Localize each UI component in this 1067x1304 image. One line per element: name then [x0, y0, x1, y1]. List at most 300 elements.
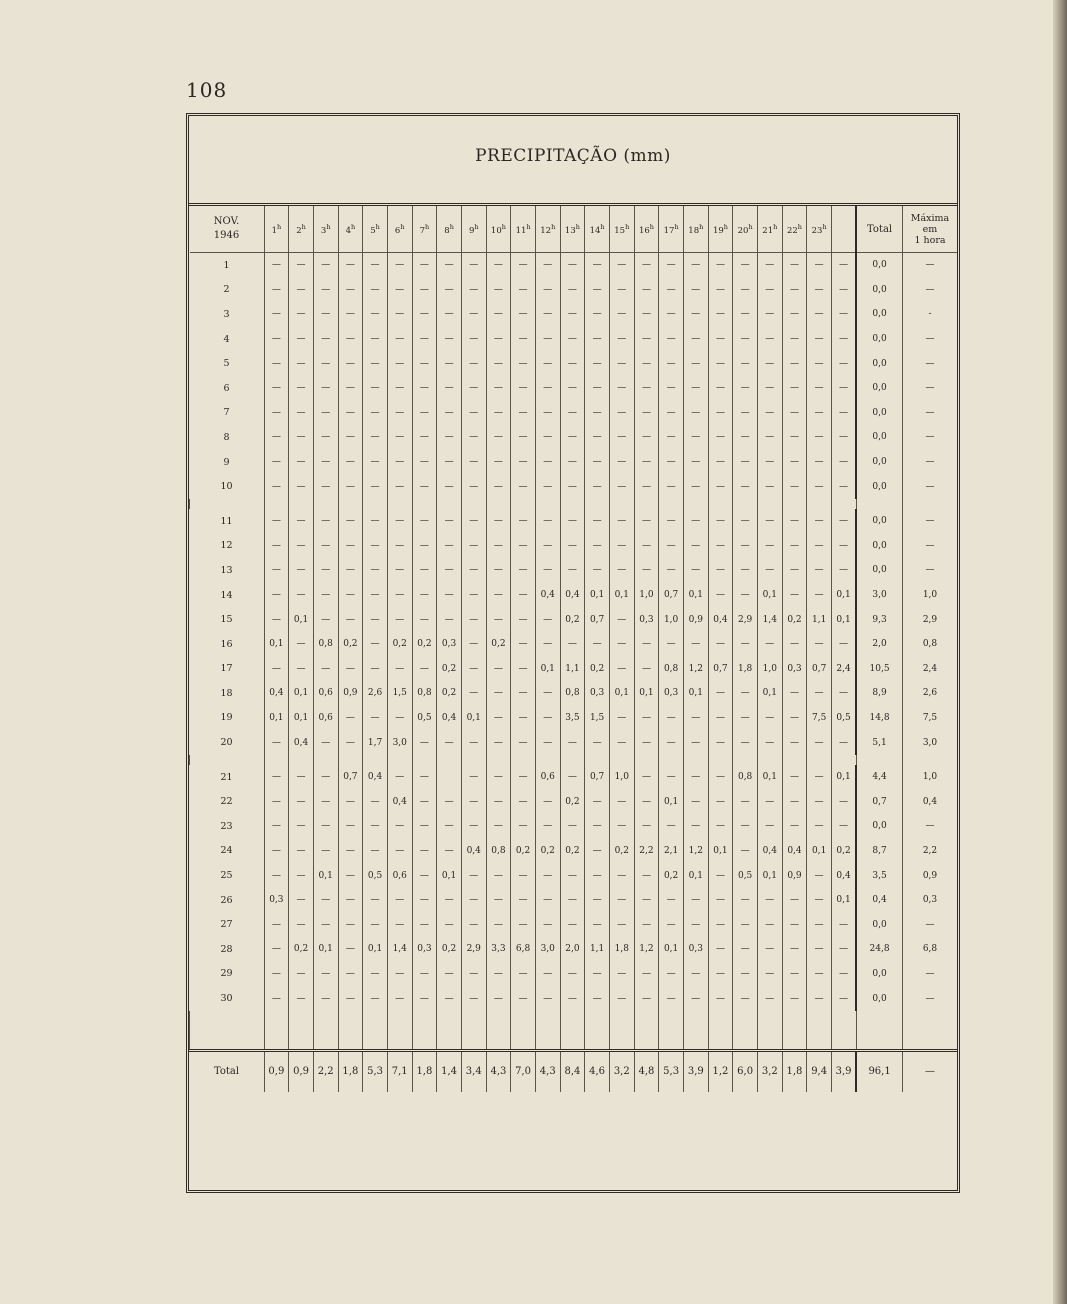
- hour-value: —: [486, 730, 511, 755]
- hour-value: 1,8: [733, 657, 758, 682]
- hour-value: —: [733, 425, 758, 450]
- table-row: [190, 302, 958, 327]
- hour-value: —: [511, 632, 536, 657]
- hour-value: —: [338, 583, 363, 608]
- hour-value: 1,1: [807, 607, 832, 632]
- hour-value: —: [782, 351, 807, 376]
- hour-value: —: [486, 583, 511, 608]
- hour-value: —: [757, 912, 782, 937]
- hour-header-suffix: h: [449, 222, 454, 231]
- hour-value: —: [634, 986, 659, 1011]
- hour-value: —: [831, 278, 856, 303]
- hour-value: —: [387, 814, 412, 839]
- hour-value: —: [511, 401, 536, 426]
- hour-value: —: [757, 632, 782, 657]
- day-number: 14: [220, 589, 233, 601]
- gap-cell: [289, 499, 314, 509]
- hour-value: —: [412, 558, 437, 583]
- hour-value: —: [782, 278, 807, 303]
- hour-total: 1,8: [782, 1050, 807, 1092]
- hour-value: —: [560, 765, 585, 790]
- hour-value: —: [387, 706, 412, 731]
- gap-cell: [437, 499, 462, 509]
- gap-cell: [535, 755, 560, 765]
- hour-value: —: [313, 425, 338, 450]
- hour-value: 1,7: [363, 730, 388, 755]
- day-number: 27: [220, 919, 233, 931]
- hour-value: —: [461, 863, 486, 888]
- hour-header-suffix: h: [375, 222, 380, 231]
- hour-value: 0,4: [831, 863, 856, 888]
- hour-value: —: [264, 401, 289, 426]
- hour-value: 1,8: [609, 937, 634, 962]
- hour-value: —: [683, 632, 708, 657]
- hour-value: 0,1: [264, 706, 289, 731]
- hour-value: —: [659, 351, 684, 376]
- hour-value: —: [363, 558, 388, 583]
- row-total: 0,0: [856, 474, 902, 499]
- hour-value: —: [363, 253, 388, 278]
- hour-value: —: [683, 814, 708, 839]
- hour-header: [757, 206, 782, 253]
- hour-value: 0,3: [634, 607, 659, 632]
- hour-header: [363, 206, 388, 253]
- hour-header: [708, 206, 733, 253]
- table-row: [190, 765, 958, 790]
- hour-value: —: [363, 534, 388, 559]
- hour-value: —: [659, 962, 684, 987]
- hour-value: —: [511, 351, 536, 376]
- hour-value: —: [535, 814, 560, 839]
- hour-value: —: [733, 937, 758, 962]
- hour-value: —: [289, 814, 314, 839]
- row-max: 0,8: [902, 632, 957, 657]
- hour-value: —: [807, 632, 832, 657]
- hour-value: —: [807, 509, 832, 534]
- hour-value: —: [264, 814, 289, 839]
- hour-value: —: [659, 730, 684, 755]
- hour-value: —: [757, 509, 782, 534]
- hour-value: —: [511, 509, 536, 534]
- hour-value: —: [387, 302, 412, 327]
- hour-value: —: [807, 962, 832, 987]
- hour-value: —: [437, 278, 462, 303]
- table-row: [190, 583, 958, 608]
- hour-value: —: [338, 657, 363, 682]
- hour-value: —: [387, 583, 412, 608]
- gap-cell: [831, 499, 856, 509]
- hour-value: —: [807, 814, 832, 839]
- hour-value: 0,7: [708, 657, 733, 682]
- row-total: 0,0: [856, 425, 902, 450]
- hour-value: —: [264, 730, 289, 755]
- hour-value: —: [313, 351, 338, 376]
- gap-cell: [807, 499, 832, 509]
- hour-value: —: [659, 425, 684, 450]
- hour-header-number: 2: [296, 225, 302, 236]
- hour-value: 0,2: [609, 839, 634, 864]
- gap-cell: [289, 755, 314, 765]
- row-total: 0,0: [856, 253, 902, 278]
- hour-value: —: [560, 962, 585, 987]
- row-total: 10,5: [856, 657, 902, 682]
- hour-value: —: [486, 509, 511, 534]
- spacer-cell: [757, 1011, 782, 1051]
- gap-cell: [313, 755, 338, 765]
- hour-value: 0,5: [831, 706, 856, 731]
- hour-header-suffix: h: [625, 222, 630, 231]
- hour-value: —: [461, 509, 486, 534]
- hour-value: —: [831, 986, 856, 1011]
- hour-value: —: [412, 657, 437, 682]
- precipitation-table: [189, 206, 957, 1092]
- hour-value: —: [609, 450, 634, 475]
- hour-value: —: [733, 962, 758, 987]
- spacer-cell: [831, 1011, 856, 1051]
- hour-value: —: [733, 474, 758, 499]
- hour-header-number: 7: [419, 225, 426, 236]
- hour-value: —: [264, 765, 289, 790]
- hour-value: —: [412, 401, 437, 426]
- hour-value: —: [387, 607, 412, 632]
- hour-header: [659, 206, 684, 253]
- hour-value: 7,5: [807, 706, 832, 731]
- hour-value: —: [486, 425, 511, 450]
- row-max: 2,9: [902, 607, 957, 632]
- hour-value: —: [313, 765, 338, 790]
- hour-value: —: [807, 583, 832, 608]
- hour-value: —: [461, 657, 486, 682]
- hour-value: —: [560, 401, 585, 426]
- hour-value: —: [264, 912, 289, 937]
- hour-value: —: [264, 839, 289, 864]
- hour-value: —: [289, 839, 314, 864]
- hour-value: —: [733, 583, 758, 608]
- table-row: [190, 509, 958, 534]
- hour-value: 3,5: [560, 706, 585, 731]
- hour-value: —: [511, 681, 536, 706]
- hour-value: —: [461, 632, 486, 657]
- hour-value: —: [733, 789, 758, 814]
- hour-value: —: [437, 450, 462, 475]
- hour-value: —: [338, 534, 363, 559]
- hour-value: —: [486, 607, 511, 632]
- row-max: —: [902, 401, 957, 426]
- hour-value: —: [634, 450, 659, 475]
- hour-value: —: [831, 302, 856, 327]
- hour-value: —: [634, 302, 659, 327]
- hour-value: —: [757, 814, 782, 839]
- hour-value: —: [757, 401, 782, 426]
- hour-value: —: [338, 327, 363, 352]
- row-max: —: [902, 912, 957, 937]
- row-max: —: [902, 351, 957, 376]
- hour-value: 0,2: [289, 937, 314, 962]
- hour-value: —: [486, 863, 511, 888]
- hour-value: 0,1: [585, 583, 610, 608]
- hour-value: —: [659, 376, 684, 401]
- hour-value: —: [683, 986, 708, 1011]
- hour-value: —: [683, 302, 708, 327]
- hour-value: 0,1: [363, 937, 388, 962]
- hour-value: —: [535, 912, 560, 937]
- hour-value: —: [634, 814, 659, 839]
- hour-value: —: [486, 534, 511, 559]
- hour-value: —: [733, 912, 758, 937]
- hour-value: —: [264, 937, 289, 962]
- hour-value: 1,5: [585, 706, 610, 731]
- hour-value: —: [289, 302, 314, 327]
- hour-value: —: [313, 789, 338, 814]
- hour-value: 0,2: [560, 839, 585, 864]
- gap-cell: [585, 499, 610, 509]
- hour-header-number: 4: [345, 225, 351, 236]
- hour-value: —: [338, 839, 363, 864]
- spacer-cell: [708, 1011, 733, 1051]
- gap-cell: [363, 499, 388, 509]
- table-row: [190, 730, 958, 755]
- hour-value: —: [782, 632, 807, 657]
- hour-value: —: [387, 327, 412, 352]
- hour-header-suffix: h: [748, 222, 753, 231]
- hour-value: —: [831, 534, 856, 559]
- hour-value: —: [708, 327, 733, 352]
- hour-value: —: [289, 278, 314, 303]
- hour-value: —: [757, 888, 782, 913]
- hour-value: —: [313, 509, 338, 534]
- hour-value: —: [313, 986, 338, 1011]
- hour-value: 0,4: [757, 839, 782, 864]
- hour-value: —: [560, 351, 585, 376]
- hour-value: —: [733, 278, 758, 303]
- hour-value: 0,4: [535, 583, 560, 608]
- hour-value: 0,1: [264, 632, 289, 657]
- hour-value: —: [511, 302, 536, 327]
- hour-value: —: [609, 278, 634, 303]
- table-row: [190, 450, 958, 475]
- hour-header: [289, 206, 314, 253]
- hour-value: —: [782, 583, 807, 608]
- spacer-cell: [387, 1011, 412, 1051]
- hour-value: —: [560, 814, 585, 839]
- hour-value: —: [412, 302, 437, 327]
- hour-value: —: [387, 509, 412, 534]
- hour-value: —: [634, 351, 659, 376]
- hour-value: —: [782, 509, 807, 534]
- hour-value: —: [831, 558, 856, 583]
- hour-value: —: [264, 986, 289, 1011]
- hour-value: —: [437, 509, 462, 534]
- hour-value: —: [659, 327, 684, 352]
- row-total: 0,0: [856, 558, 902, 583]
- hour-value: —: [609, 253, 634, 278]
- hour-value: —: [437, 912, 462, 937]
- hour-value: 1,0: [757, 657, 782, 682]
- hour-value: —: [807, 888, 832, 913]
- hour-total: 3,2: [609, 1050, 634, 1092]
- hour-value: —: [387, 376, 412, 401]
- hour-value: —: [363, 888, 388, 913]
- hour-value: 0,4: [560, 583, 585, 608]
- hour-header-number: 22: [786, 225, 798, 236]
- totals-label: Total: [190, 1050, 265, 1092]
- row-total: 14,8: [856, 706, 902, 731]
- hour-value: —: [733, 534, 758, 559]
- hour-value: —: [609, 912, 634, 937]
- row-total: 0,0: [856, 534, 902, 559]
- hour-value: —: [535, 632, 560, 657]
- hour-header: [782, 206, 807, 253]
- hour-value: —: [585, 814, 610, 839]
- hour-value: —: [609, 814, 634, 839]
- hour-value: —: [486, 474, 511, 499]
- hour-value: —: [313, 558, 338, 583]
- row-max: —: [902, 509, 957, 534]
- hour-header-suffix: h: [301, 222, 306, 231]
- hour-value: —: [313, 376, 338, 401]
- hour-value: —: [757, 534, 782, 559]
- page-number: 108: [186, 78, 228, 102]
- spacer-cell: [782, 1011, 807, 1051]
- hour-value: —: [486, 253, 511, 278]
- row-max: —: [902, 986, 957, 1011]
- hour-value: —: [387, 558, 412, 583]
- hour-value: —: [289, 912, 314, 937]
- hour-header-suffix: h: [551, 222, 556, 231]
- hour-value: —: [461, 681, 486, 706]
- hour-value: —: [486, 327, 511, 352]
- hour-value: —: [609, 327, 634, 352]
- day-number: 21: [220, 771, 233, 783]
- hour-value: —: [486, 986, 511, 1011]
- hour-value: —: [708, 534, 733, 559]
- row-max: 2,2: [902, 839, 957, 864]
- hour-total: 3,4: [461, 1050, 486, 1092]
- hour-value: —: [683, 509, 708, 534]
- hour-value: —: [387, 401, 412, 426]
- hour-header: [264, 206, 289, 253]
- gap-cell: [560, 755, 585, 765]
- hour-header-number: 11: [515, 225, 527, 236]
- hour-value: —: [264, 583, 289, 608]
- hour-value: —: [560, 474, 585, 499]
- hour-value: —: [708, 888, 733, 913]
- hour-value: —: [609, 376, 634, 401]
- hour-value: —: [461, 765, 486, 790]
- hour-value: —: [486, 962, 511, 987]
- hour-value: —: [535, 450, 560, 475]
- hour-header-suffix: h: [773, 222, 778, 231]
- totals-row: [190, 1050, 958, 1092]
- hour-value: —: [289, 962, 314, 987]
- day-number: 3: [223, 308, 230, 320]
- row-max: 7,5: [902, 706, 957, 731]
- gap-cell: [902, 499, 957, 509]
- hour-value: —: [412, 534, 437, 559]
- hour-value: —: [733, 450, 758, 475]
- hour-value: —: [782, 450, 807, 475]
- hour-total: 3,9: [683, 1050, 708, 1092]
- hour-value: —: [782, 534, 807, 559]
- hour-value: —: [363, 450, 388, 475]
- hour-value: —: [437, 814, 462, 839]
- hour-value: —: [412, 730, 437, 755]
- hour-value: 2,9: [733, 607, 758, 632]
- hour-value: —: [437, 607, 462, 632]
- hour-value: —: [807, 681, 832, 706]
- hour-header: [585, 206, 610, 253]
- totals-spacer: [190, 1011, 958, 1051]
- hour-header: [486, 206, 511, 253]
- hour-header-suffix: h: [575, 222, 580, 231]
- hour-value: —: [683, 888, 708, 913]
- spacer-cell: [461, 1011, 486, 1051]
- hour-total: 6,0: [733, 1050, 758, 1092]
- hour-value: —: [560, 278, 585, 303]
- hour-value: —: [412, 376, 437, 401]
- hour-value: —: [807, 937, 832, 962]
- table-row: [190, 681, 958, 706]
- hour-header-number: 18: [688, 225, 700, 236]
- table-row: [190, 278, 958, 303]
- gap-cell: [782, 499, 807, 509]
- gap-cell: [338, 755, 363, 765]
- hour-value: —: [363, 351, 388, 376]
- hour-value: —: [387, 912, 412, 937]
- hour-value: 0,3: [585, 681, 610, 706]
- hour-value: —: [757, 558, 782, 583]
- hour-value: —: [634, 888, 659, 913]
- hour-value: —: [708, 706, 733, 731]
- hour-value: —: [708, 253, 733, 278]
- hour-value: —: [831, 253, 856, 278]
- hour-header-number: 9: [468, 225, 475, 236]
- spacer-cell: [363, 1011, 388, 1051]
- spacer-cell: [609, 1011, 634, 1051]
- hour-value: —: [708, 583, 733, 608]
- hour-value: —: [708, 302, 733, 327]
- hour-total: 3,9: [831, 1050, 856, 1092]
- hour-value: 0,2: [831, 839, 856, 864]
- hour-value: —: [585, 888, 610, 913]
- hour-value: —: [733, 401, 758, 426]
- table-row: [190, 657, 958, 682]
- hour-value: —: [511, 253, 536, 278]
- hour-value: —: [757, 706, 782, 731]
- hour-value: —: [461, 607, 486, 632]
- spacer-cell: [683, 1011, 708, 1051]
- hour-header-suffix: h: [326, 222, 331, 231]
- hour-value: —: [535, 376, 560, 401]
- hour-value: —: [535, 888, 560, 913]
- hour-value: —: [535, 534, 560, 559]
- hour-value: —: [634, 962, 659, 987]
- hour-value: —: [634, 278, 659, 303]
- hour-value: —: [757, 253, 782, 278]
- hour-value: —: [437, 986, 462, 1011]
- gap-cell: [412, 499, 437, 509]
- hour-value: —: [831, 425, 856, 450]
- hour-value: —: [264, 789, 289, 814]
- hour-value: —: [264, 657, 289, 682]
- row-total: 0,0: [856, 278, 902, 303]
- hour-value: —: [264, 558, 289, 583]
- hour-value: —: [289, 327, 314, 352]
- hour-value: —: [659, 706, 684, 731]
- hour-header-suffix: h: [699, 222, 704, 231]
- table-row: [190, 558, 958, 583]
- hour-value: 1,2: [683, 839, 708, 864]
